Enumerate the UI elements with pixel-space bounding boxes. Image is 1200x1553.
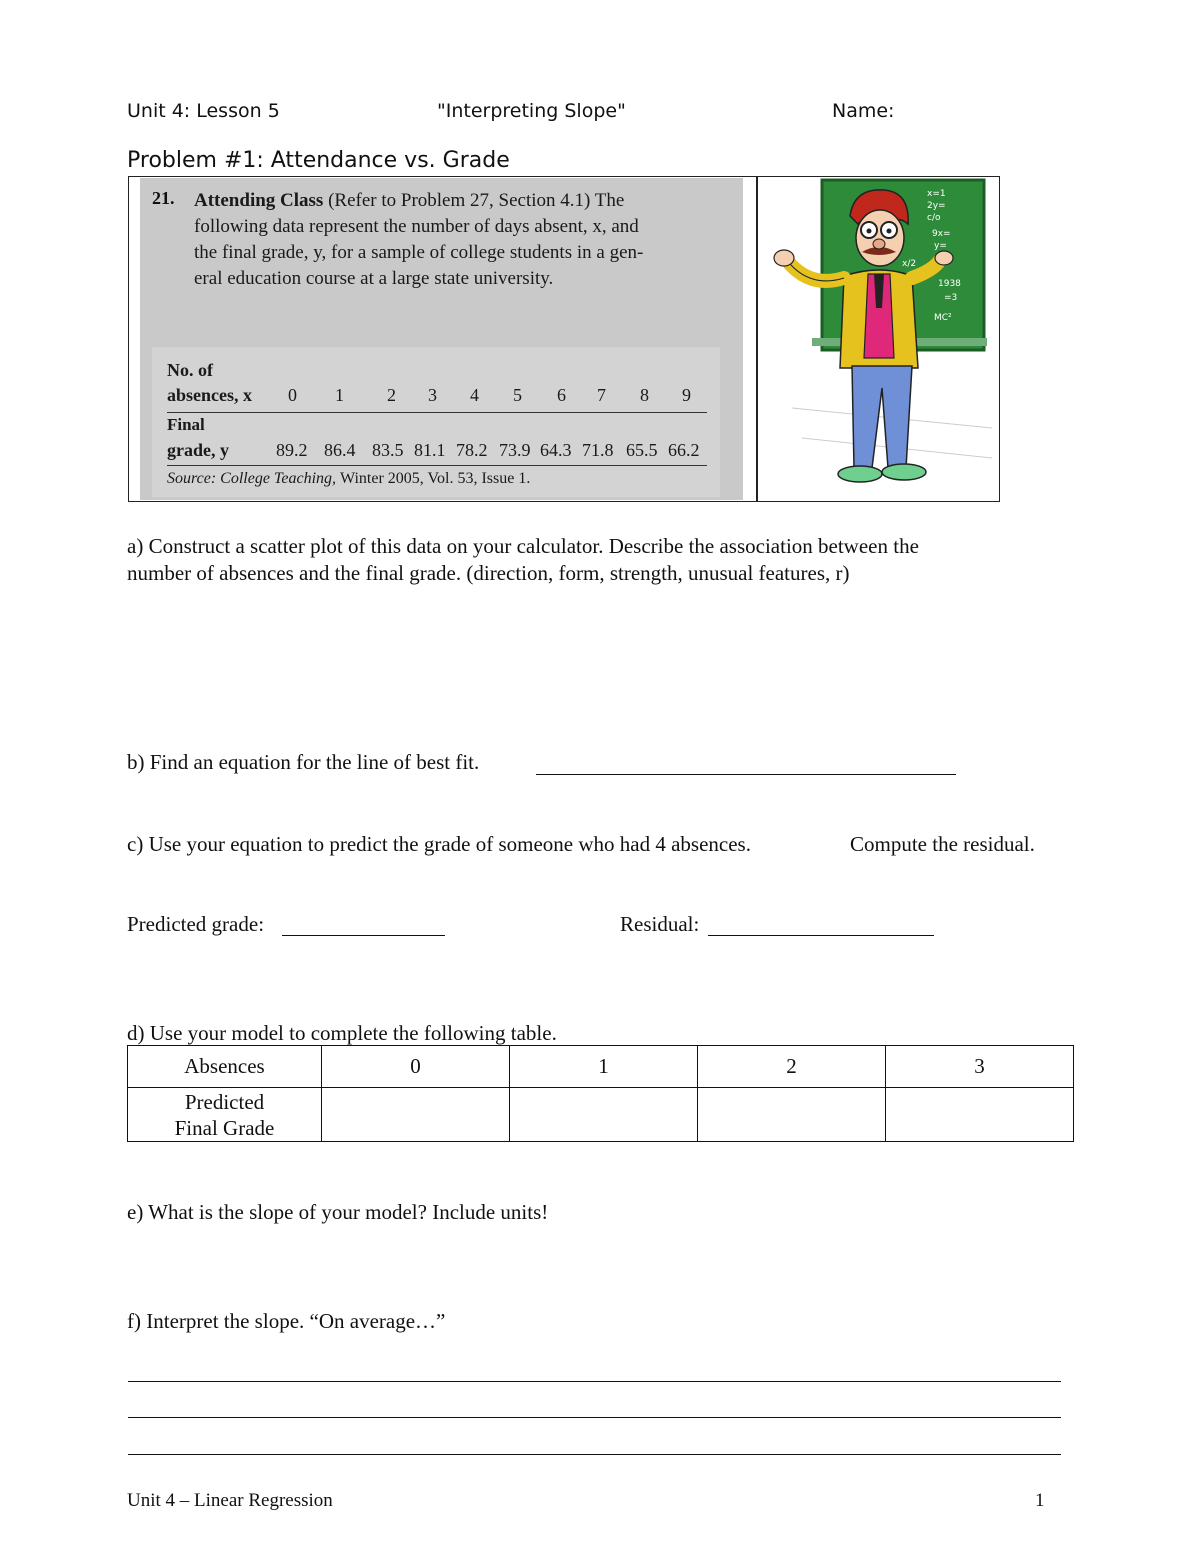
predicted-grade-input-cell[interactable]: [886, 1088, 1074, 1142]
textbook-absence-value: 6: [557, 385, 566, 405]
row1-label-line2: absences, x: [167, 385, 252, 405]
textbook-reference: (Refer to Problem 27, Section 4.1): [328, 190, 591, 211]
row2-label-line1: Final: [167, 415, 205, 434]
predicted-grade-label: Predicted grade:: [127, 912, 265, 936]
prediction-table: [127, 1045, 1074, 1142]
textbook-grade-value: 89.2: [276, 440, 308, 460]
svg-text:1938: 1938: [938, 279, 961, 289]
textbook-absence-value: 0: [288, 385, 297, 405]
textbook-line: The: [594, 190, 625, 211]
header-title: "Interpreting Slope": [437, 100, 626, 122]
svg-text:MC²: MC²: [934, 313, 952, 323]
svg-text:=3: =3: [944, 293, 958, 303]
teacher-at-chalkboard-icon: [762, 178, 996, 498]
textbook-grade-value: 71.8: [582, 440, 614, 460]
question-e: e) What is the slope of your model? Include units!: [127, 1200, 549, 1224]
textbook-line: following data represent the number of days absent, x, and: [194, 216, 639, 237]
answer-line[interactable]: [128, 1381, 1061, 1382]
textbook-grade-value: 65.5: [626, 440, 658, 460]
textbook-absence-value: 1: [335, 385, 344, 405]
predicted-grade-input-cell[interactable]: [322, 1088, 510, 1142]
question-c-residual: Compute the residual.: [850, 832, 1035, 856]
textbook-grade-value: 83.5: [372, 440, 404, 460]
textbook-absence-value: 9: [682, 385, 691, 405]
absences-header: Absences: [128, 1046, 322, 1088]
predicted-label-line1: Predicted: [184, 1089, 265, 1114]
answer-line[interactable]: [128, 1417, 1061, 1418]
question-b: b) Find an equation for the line of best fit.: [127, 750, 480, 774]
svg-text:c/o: c/o: [927, 213, 941, 223]
textbook-line: the final grade, y, for a sample of college students in a gen-: [194, 242, 644, 263]
textbook-grade-value: 64.3: [540, 440, 572, 460]
svg-text:x/2: x/2: [902, 259, 917, 269]
absences-cell: 2: [698, 1046, 886, 1088]
textbook-absence-value: 4: [470, 385, 479, 405]
header-name-label: Name:: [832, 100, 895, 122]
svg-text:x=1: x=1: [927, 189, 946, 199]
predicted-grade-input-cell[interactable]: [510, 1088, 698, 1142]
textbook-paragraph: [194, 188, 734, 292]
absences-cell: 0: [322, 1046, 510, 1088]
table-rule: [167, 412, 707, 413]
answer-line[interactable]: [128, 1454, 1061, 1455]
row1-label-line1: No. of: [167, 360, 213, 380]
header-lesson: Unit 4: Lesson 5: [127, 100, 280, 122]
residual-label: Residual:: [620, 912, 700, 936]
question-a-line1: a) Construct a scatter plot of this data on your calculator. Describe the association between the: [127, 534, 919, 558]
textbook-absence-value: 2: [387, 385, 396, 405]
textbook-absence-value: 5: [513, 385, 522, 405]
table-rule: [167, 465, 707, 466]
textbook-grade-value: 81.1: [414, 440, 446, 460]
textbook-grade-value: 73.9: [499, 440, 531, 460]
line-of-best-fit-answer-blank[interactable]: [536, 774, 956, 775]
textbook-source: [167, 470, 530, 488]
question-a-line2: number of absences and the final grade. (direction, form, strength, unusual features, r): [127, 561, 850, 585]
predicted-grade-input-cell[interactable]: [698, 1088, 886, 1142]
problem-title: Problem #1: Attendance vs. Grade: [127, 148, 510, 173]
question-f: f) Interpret the slope. “On average…”: [127, 1309, 446, 1333]
predicted-label-line2: Final Grade: [174, 1115, 275, 1140]
textbook-grade-value: 86.4: [324, 440, 356, 460]
predicted-grade-blank[interactable]: [282, 935, 445, 936]
textbook-heading: Attending Class: [194, 190, 324, 211]
question-d: d) Use your model to complete the following table.: [127, 1021, 557, 1045]
svg-text:2y=: 2y=: [927, 201, 946, 211]
textbook-absence-value: 3: [428, 385, 437, 405]
source-prefix: Source: College Teaching,: [167, 470, 337, 487]
svg-text:y=: y=: [934, 241, 947, 251]
question-c: c) Use your equation to predict the grade of someone who had 4 absences.: [127, 832, 751, 856]
absences-cell: 3: [886, 1046, 1074, 1088]
row2-label-line2: grade, y: [167, 440, 229, 460]
textbook-grade-value: 78.2: [456, 440, 488, 460]
source-suffix: Winter 2005, Vol. 53, Issue 1.: [340, 470, 531, 487]
absences-cell: 1: [510, 1046, 698, 1088]
textbook-grade-value: 66.2: [668, 440, 700, 460]
textbook-problem-number: 21.: [152, 188, 175, 208]
figure-divider: [756, 176, 758, 502]
textbook-absence-value: 7: [597, 385, 606, 405]
textbook-line: eral education course at a large state university.: [194, 268, 554, 289]
residual-blank[interactable]: [708, 935, 934, 936]
footer-unit: Unit 4 – Linear Regression: [127, 1490, 333, 1511]
svg-text:9x=: 9x=: [932, 229, 951, 239]
footer-page-number: 1: [1035, 1490, 1045, 1511]
predicted-grade-header: [128, 1088, 322, 1142]
textbook-absence-value: 8: [640, 385, 649, 405]
